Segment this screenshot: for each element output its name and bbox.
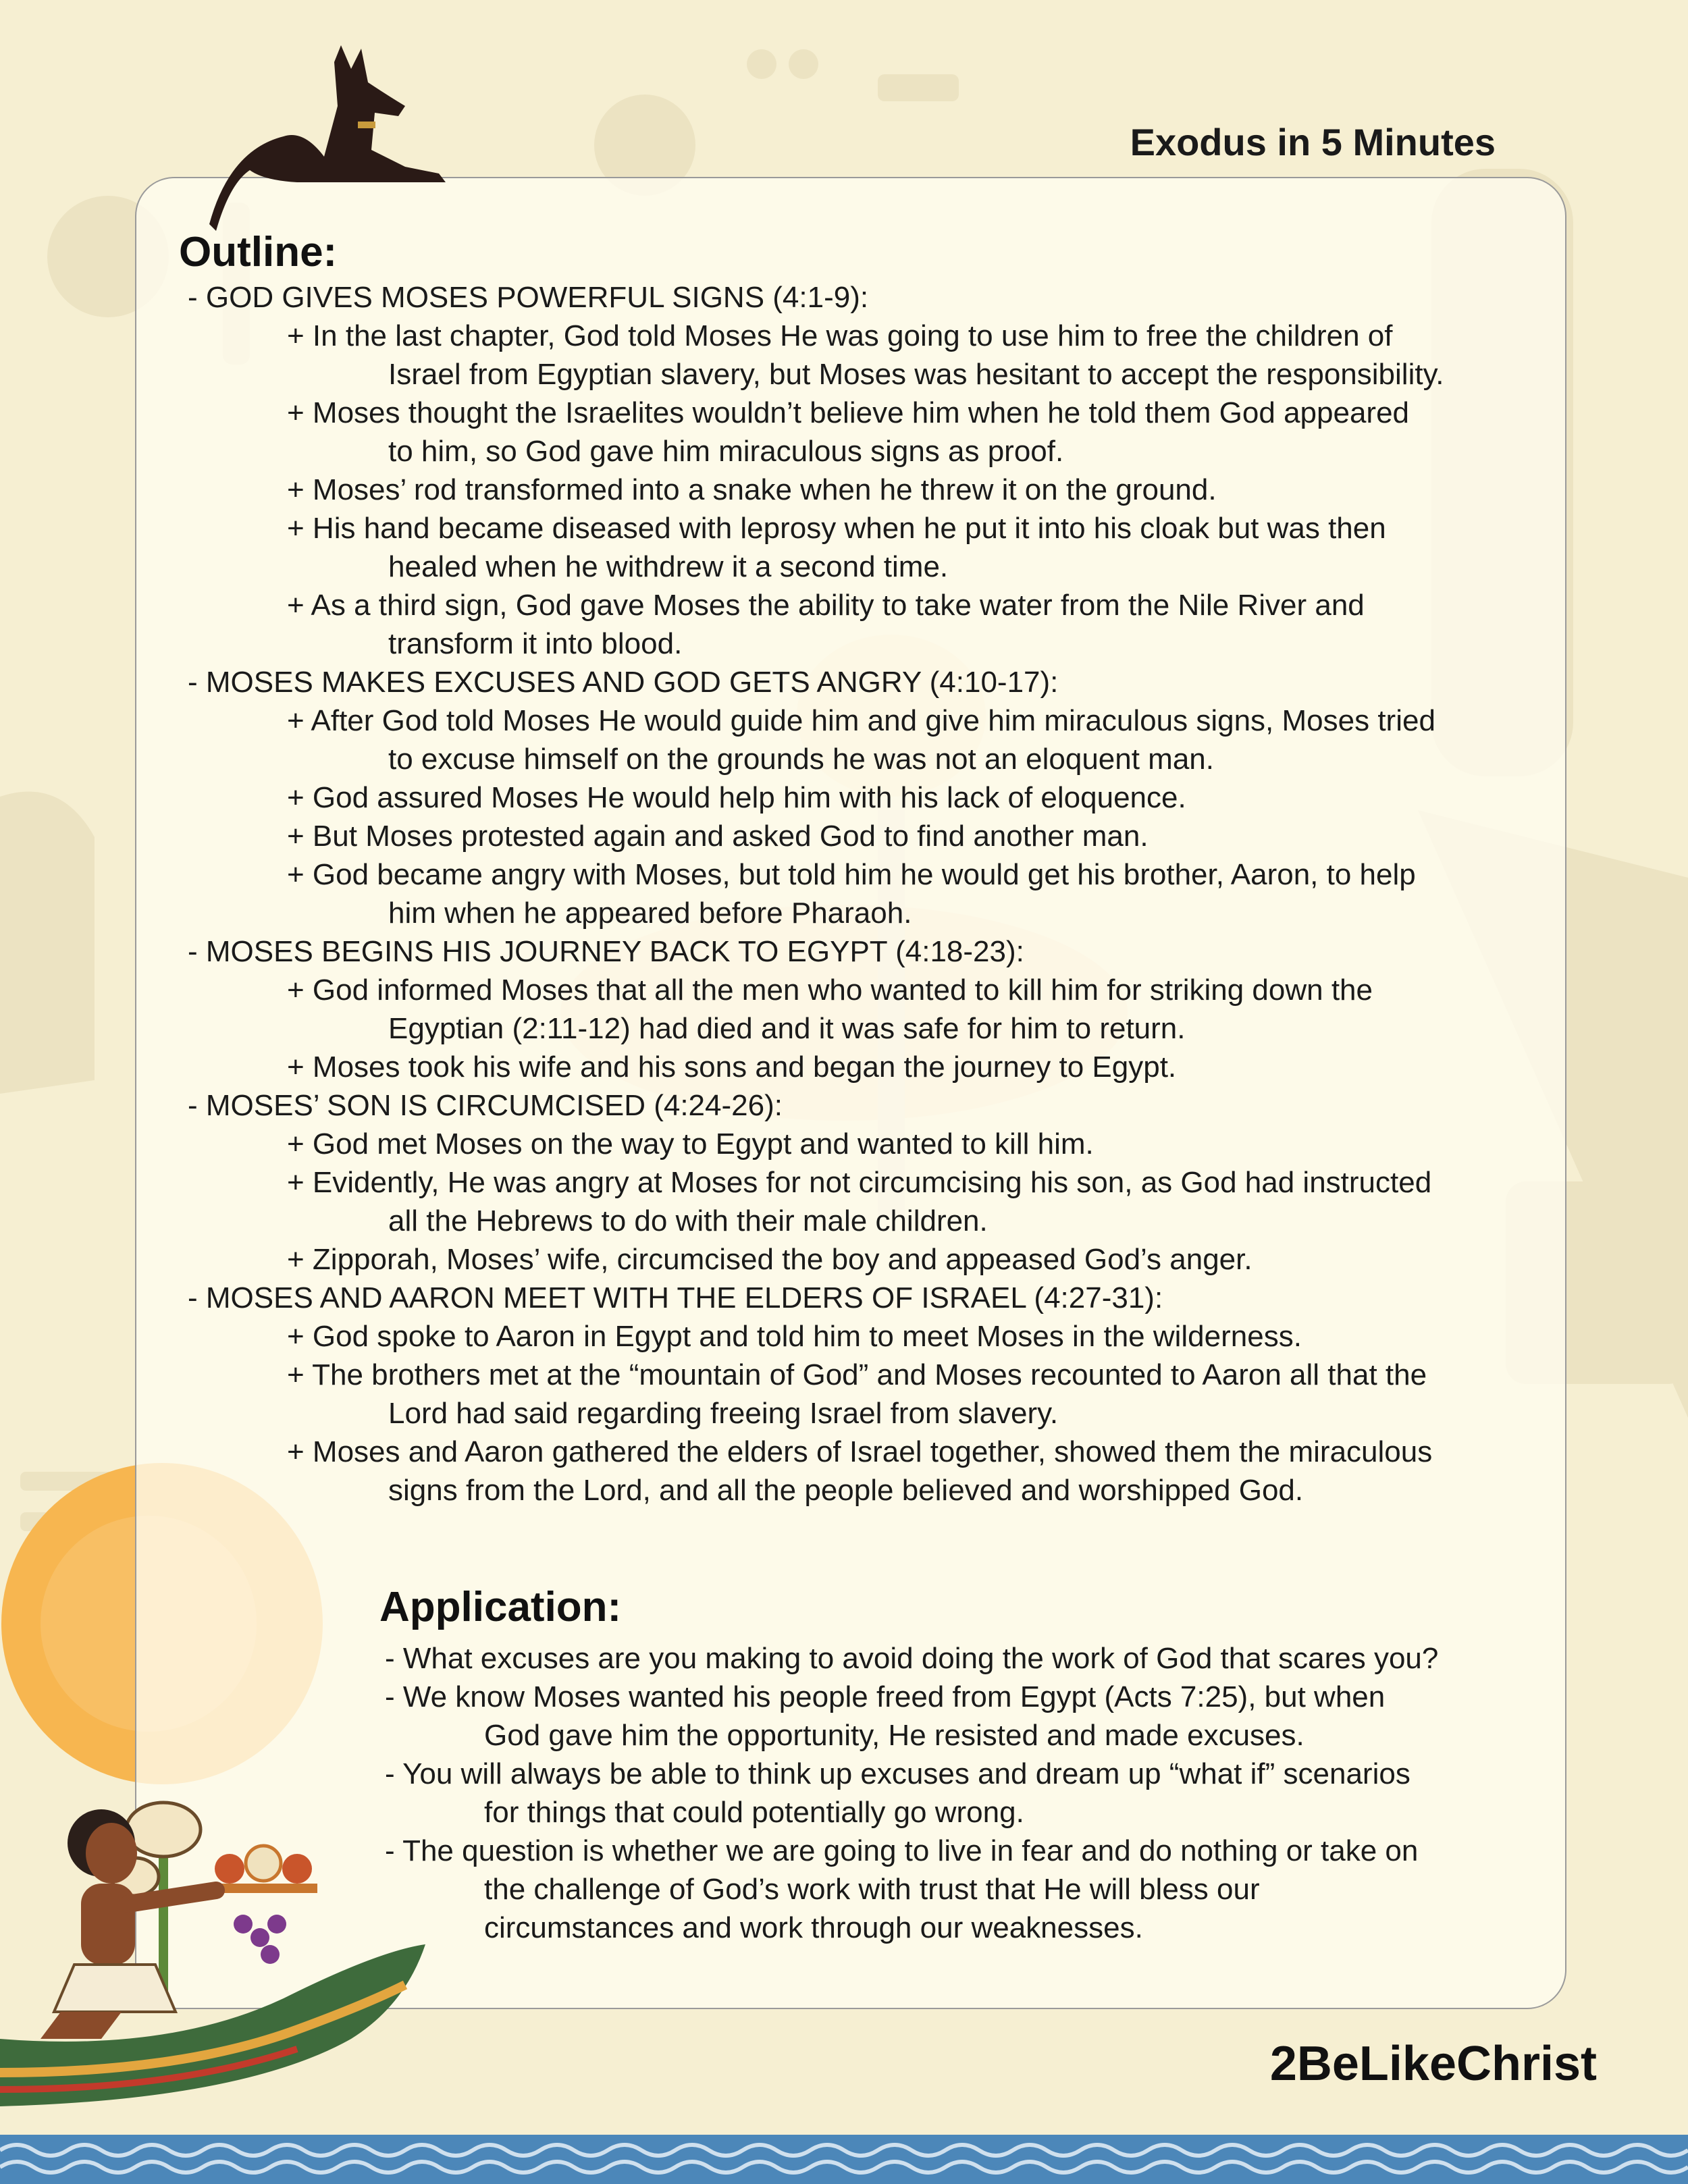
application-item-continuation: the challenge of God’s work with trust that He will bless our xyxy=(484,1873,1260,1906)
outline-bullet-line: + Evidently, He was angry at Moses for not circumcising his son, as God had instructed xyxy=(287,1166,1432,1199)
application-heading: Application: xyxy=(379,1584,622,1630)
application-item: - The question is whether we are going to live in fear and do nothing or take on xyxy=(385,1834,1419,1867)
outline-bullet-line: + But Moses protested again and asked God to find another man. xyxy=(287,820,1149,853)
outline-bullet-line: + God met Moses on the way to Egypt and wanted to kill him. xyxy=(287,1127,1094,1161)
outline-bullet-line: + God assured Moses He would help him with his lack of eloquence. xyxy=(287,781,1186,814)
outline-bullet-line: + Zipporah, Moses’ wife, circumcised the boy and appeased God’s anger. xyxy=(287,1243,1252,1276)
outline-bullet-line: + The brothers met at the “mountain of God” and Moses recounted to Aaron all that the xyxy=(287,1358,1427,1391)
outline-section-heading: - MOSES AND AARON MEET WITH THE ELDERS OF ISRAEL (4:27-31): xyxy=(188,1281,1163,1314)
outline-bullet-continuation: Egyptian (2:11-12) had died and it was safe for him to return. xyxy=(388,1012,1186,1045)
application-item-continuation: for things that could potentially go wrong. xyxy=(484,1796,1024,1829)
outline-bullet-continuation: to excuse himself on the grounds he was not an eloquent man. xyxy=(388,743,1214,776)
outline-bullet-line: + After God told Moses He would guide him and give him miraculous signs, Moses tried xyxy=(287,704,1435,737)
kneeling-servant-figure-icon xyxy=(0,1782,446,2133)
outline-bullet-continuation: all the Hebrews to do with their male children. xyxy=(388,1204,988,1237)
outline-bullet-continuation: healed when he withdrew it a second time. xyxy=(388,550,949,583)
outline-bullet-line: + Moses thought the Israelites wouldn’t believe him when he told them God appeared xyxy=(287,396,1410,429)
outline-bullet-continuation: transform it into blood. xyxy=(388,627,683,660)
outline-bullet-line: + God informed Moses that all the men who wanted to kill him for striking down the xyxy=(287,974,1373,1007)
outline-bullet-continuation: Lord had said regarding freeing Israel from slavery. xyxy=(388,1397,1059,1430)
outline-bullet-line: + His hand became diseased with leprosy when he put it into his cloak but was then xyxy=(287,512,1386,545)
application-item-continuation: circumstances and work through our weaknesses. xyxy=(484,1911,1143,1944)
application-item: - What excuses are you making to avoid doing the work of God that scares you? xyxy=(385,1642,1439,1675)
application-item: - You will always be able to think up excuses and dream up “what if” scenarios xyxy=(385,1757,1410,1790)
outline-bullet-continuation: Israel from Egyptian slavery, but Moses was hesitant to accept the responsibility. xyxy=(388,358,1444,391)
application-list xyxy=(385,1639,1533,1947)
outline-bullet-line: + God spoke to Aaron in Egypt and told him to meet Moses in the wilderness. xyxy=(287,1320,1302,1353)
document-title: Exodus in 5 Minutes xyxy=(1130,121,1496,163)
outline-bullet-line: + God became angry with Moses, but told him he would get his brother, Aaron, to help xyxy=(287,858,1416,891)
outline-heading: Outline: xyxy=(179,229,338,275)
application-item-continuation: God gave him the opportunity, He resisted and made excuses. xyxy=(484,1719,1304,1752)
outline-bullet-line: + In the last chapter, God told Moses He was going to use him to free the children of xyxy=(287,319,1393,352)
outline-bullet-continuation: signs from the Lord, and all the people believed and worshipped God. xyxy=(388,1474,1304,1507)
application-item: - We know Moses wanted his people freed from Egypt (Acts 7:25), but when xyxy=(385,1680,1386,1713)
outline-bullet-line: + As a third sign, God gave Moses the ability to take water from the Nile River and xyxy=(287,589,1365,622)
outline-section-heading: - GOD GIVES MOSES POWERFUL SIGNS (4:1-9): xyxy=(188,281,869,314)
outline-bullet-line: + Moses and Aaron gathered the elders of Israel together, showed them the miraculous xyxy=(287,1435,1433,1468)
outline-bullet-line: + Moses took his wife and his sons and began the journey to Egypt. xyxy=(287,1050,1177,1084)
outline-section-heading: - MOSES BEGINS HIS JOURNEY BACK TO EGYPT (4:18-23): xyxy=(188,935,1024,968)
brand-logo-text: 2BeLikeChrist xyxy=(1269,2037,1597,2091)
outline-bullet-continuation: him when he appeared before Pharaoh. xyxy=(388,897,912,930)
outline-section-heading: - MOSES’ SON IS CIRCUMCISED (4:24-26): xyxy=(188,1089,783,1122)
anubis-jackal-icon xyxy=(203,42,452,238)
outline-bullet-continuation: to him, so God gave him miraculous signs as proof. xyxy=(388,435,1064,468)
outline-bullet-line: + Moses’ rod transformed into a snake when he threw it on the ground. xyxy=(287,473,1217,506)
outline-list xyxy=(188,278,1538,1510)
outline-section-heading: - MOSES MAKES EXCUSES AND GOD GETS ANGRY (4:10-17): xyxy=(188,666,1059,699)
